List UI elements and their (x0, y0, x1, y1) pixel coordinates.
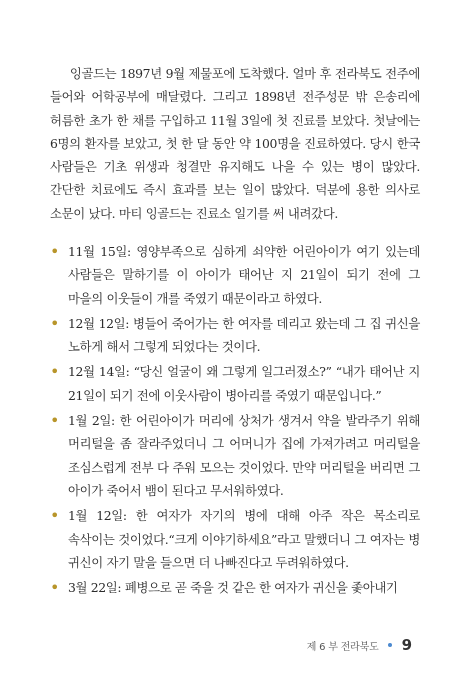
diary-entry-3 (50, 360, 420, 407)
footer-dot-icon (388, 643, 392, 647)
diary-entry-4 (50, 409, 420, 502)
bullet-icon: • (50, 362, 60, 382)
diary-entry-6 (50, 576, 420, 599)
diary-entry-text: 3월 22일: 폐병으로 곧 죽을 것 같은 한 여자가 귀신을 좇아내기 (68, 580, 398, 596)
bullet-icon: • (50, 313, 60, 333)
diary-entry-1 (50, 240, 420, 310)
diary-entry-text: 12월 14일: “당신 얼굴이 왜 그렇게 일그러졌소?” “내가 태어난 지 21일이 되기 전에 이웃사람이 병아리를 죽였기 때문입니다.” (68, 364, 420, 403)
diary-entry-2 (50, 312, 420, 359)
diary-entry-5 (50, 504, 420, 574)
intro-paragraph: 잉골드는 1897년 9월 제물포에 도착했다. 얼마 후 전라북도 전주에 들어와 어학공부에 매달렸다. 그리고 1898년 전주성문 밖 은송리에 허름한 초가 한 채를 구입하고 11월 3일에 첫 진료를 보았다. 첫날에는 6명의 환자를 보았고, 첫 한 달 동안 약 100명을 진료하였다. 당시 한국 사람들은 기초 위생과 청결만 유지해도 나을 수 있는 병이 많았다. 간단한 치료에도 즉시 효과를 보는 일이 많았다. 덕분에 용한 의사로 소문이 났다. 마티 잉골드는 진료소 일기를 써 내려갔다. (50, 66, 420, 221)
bullet-icon: • (50, 506, 60, 526)
diary-entry-list (50, 240, 420, 601)
running-head: 제 6 부 전라북도 (306, 641, 379, 653)
bullet-icon: • (50, 578, 60, 598)
page-footer (307, 636, 412, 654)
diary-entry-text: 11월 15일: 영양부족으로 심하게 쇠약한 어린아이가 여기 있는데 사람들은 말하기를 이 아이가 태어난 지 21일이 되기 전에 그 마을의 이웃들이 개를 죽였기 때문이라고 하였다. (68, 244, 420, 306)
diary-entry-text: 1월 2일: 한 어린아이가 머리에 상처가 생겨서 약을 발라주기 위해 머리털을 좀 잘라주었더니 그 어머니가 집에 가져가려고 머리털을 조심스럽게 전부 다 주워 모으는 것이었다. 만약 머리털을 버리면 그 아이가 죽어서 뱀이 된다고 무서워하였다. (68, 413, 420, 498)
bullet-icon: • (50, 411, 60, 431)
page-number: 9 (401, 636, 412, 654)
diary-entry-text: 12월 12일: 병들어 죽어가는 한 여자를 데리고 왔는데 그 집 귀신을 노하게 해서 그렇게 되었다는 것이다. (68, 315, 420, 355)
diary-entry-text: 1월 12일: 한 여자가 자기의 병에 대해 아주 작은 목소리로 속삭이는 것이었다.“크게 이야기하세요”라고 말했더니 그 여자는 병 귀신이 자기 말을 들으면 더 나빠진다고 두려워하였다. (68, 508, 420, 570)
bullet-icon: • (50, 242, 60, 261)
